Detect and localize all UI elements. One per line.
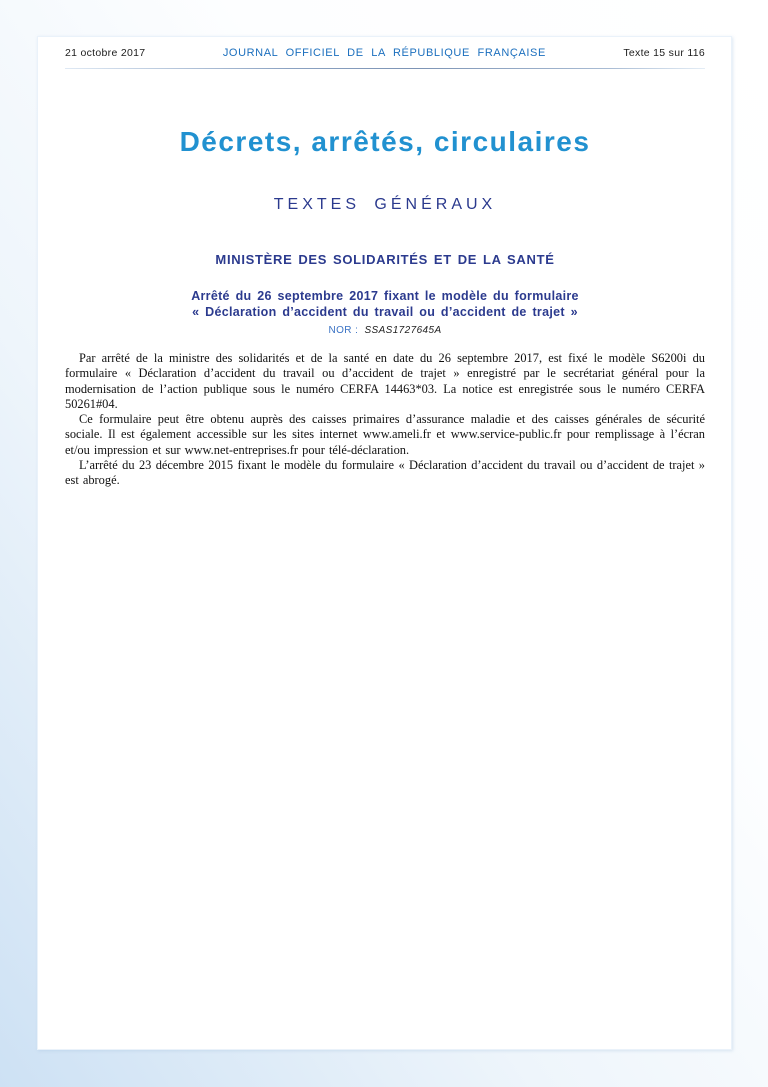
body-paragraph: L’arrêté du 23 décembre 2015 fixant le modèle du formulaire « Déclaration d’accident du travail ou d’accident de trajet » est abrogé.	[65, 458, 705, 488]
nor-label: NOR :	[328, 325, 359, 336]
journal-page	[37, 36, 732, 1050]
journal-title: JOURNAL OFFICIEL DE LA RÉPUBLIQUE FRANÇAISE	[222, 47, 546, 59]
header-date: 21 octobre 2017	[65, 47, 146, 59]
page-title: Décrets, arrêtés, circulaires	[179, 126, 591, 157]
body-paragraph: Par arrêté de la ministre des solidarités et de la santé en date du 26 septembre 2017, est fixé le modèle S6200i du formulaire « Déclaration d’accident du travail ou d’accident de trajet » enregistré par le secrétariat général pour la modernisation de l’action publique sous le numéro CERFA 14463*03. La notice est enregistrée sous le numéro CERFA 50261#04.	[65, 351, 705, 411]
nor-line	[65, 325, 705, 336]
arrete-title	[65, 289, 705, 320]
texte-reference: Texte 15 sur 116	[623, 47, 705, 59]
header-divider	[65, 68, 705, 69]
arrete-title-line1: Arrêté du 26 septembre 2017 fixant le modèle du formulaire	[191, 289, 579, 303]
body-paragraph: Ce formulaire peut être obtenu auprès des caisses primaires d’assurance maladie et des caisses générales de sécurité sociale. Il est également accessible sur les sites internet www.ameli.fr et www.service-public.fr pour remplissage à l’écran et/ou impression et sur www.net-entreprises.fr pour télé-déclaration.	[65, 412, 705, 457]
arrete-title-line2: « Déclaration d’accident du travail ou d’accident de trajet »	[192, 304, 578, 319]
page-header	[65, 46, 705, 59]
ministry-heading: MINISTÈRE DES SOLIDARITÉS ET DE LA SANTÉ	[215, 252, 555, 267]
nor-value: SSAS1727645A	[364, 325, 442, 336]
document-body	[65, 351, 705, 489]
section-title: TEXTES GÉNÉRAUX	[273, 196, 497, 213]
